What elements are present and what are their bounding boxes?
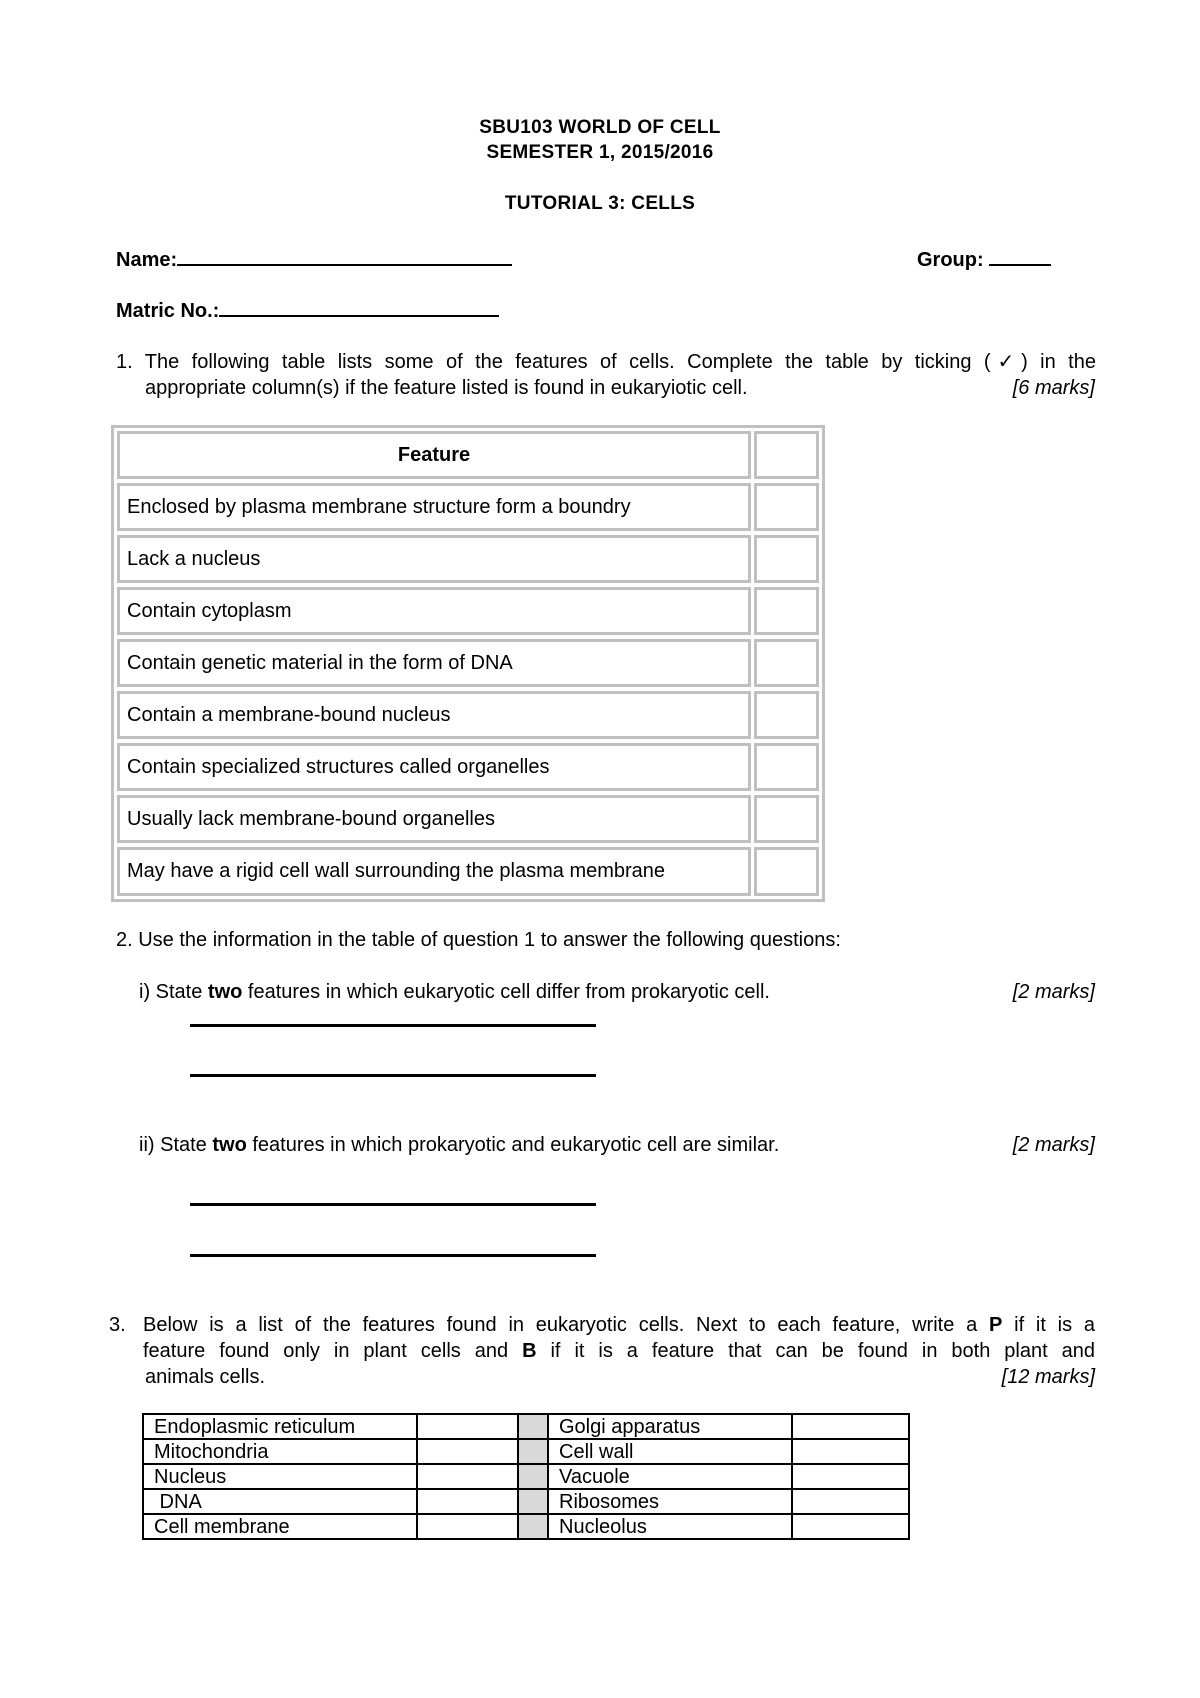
name-label: Name: xyxy=(116,249,178,271)
q2-intro: 2. Use the information in the table of question 1 to answer the following questions: xyxy=(116,929,841,951)
feature-text: Contain specialized structures called organelles xyxy=(127,755,550,778)
table-row xyxy=(117,847,751,896)
answer-cell[interactable] xyxy=(792,1489,909,1514)
q2-ii-marks: [2 marks] xyxy=(1012,1134,1095,1156)
plant-animal-table xyxy=(142,1413,910,1540)
organelle-cell: Cell membrane xyxy=(143,1514,417,1539)
organelle-cell: Endoplasmic reticulum xyxy=(143,1414,417,1439)
answer-cell[interactable] xyxy=(417,1414,518,1439)
tick-cell[interactable] xyxy=(754,847,819,896)
feature-text: Contain genetic material in the form of DNA xyxy=(127,651,513,674)
semester-line: SEMESTER 1, 2015/2016 xyxy=(486,142,714,163)
course-title: SBU103 WORLD OF CELL xyxy=(479,117,721,138)
organelle-cell: Nucleolus xyxy=(548,1514,792,1539)
q3-line1 xyxy=(143,1312,1095,1338)
answer-cell[interactable] xyxy=(417,1489,518,1514)
tick-cell[interactable] xyxy=(754,691,819,739)
divider-cell xyxy=(518,1514,548,1539)
divider-cell xyxy=(518,1439,548,1464)
q2-ii-suffix: features in which prokaryotic and eukaryotic cell are similar. xyxy=(246,1134,780,1156)
name-field[interactable] xyxy=(116,246,512,272)
table-row xyxy=(117,483,751,531)
tick-cell[interactable] xyxy=(754,743,819,791)
answer-line[interactable] xyxy=(190,1203,596,1206)
tick-cell[interactable] xyxy=(754,795,819,843)
name-blank[interactable] xyxy=(177,246,512,266)
q3-line1-a: Below is a list of the features found in eukaryotic cells. Next to each feature, write a xyxy=(143,1314,990,1336)
answer-cell[interactable] xyxy=(792,1439,909,1464)
q3-marks: [12 marks] xyxy=(1001,1366,1095,1388)
feature-text: Contain cytoplasm xyxy=(127,599,292,622)
group-label: Group: xyxy=(917,249,984,271)
q3-line2-c: if it is a feature that can be found in both plant and xyxy=(536,1340,1095,1362)
q1-line1: 1. The following table lists some of the features of cells. Complete the table by ticking (✓) in the xyxy=(116,351,1096,373)
organelle-cell: Nucleus xyxy=(143,1464,417,1489)
q2-i-row xyxy=(139,979,1095,1005)
feature-text: Enclosed by plasma membrane structure form a boundry xyxy=(127,495,631,518)
tick-cell[interactable] xyxy=(754,587,819,635)
matric-label: Matric No.: xyxy=(116,300,220,322)
table-row xyxy=(143,1514,909,1539)
tick-cell[interactable] xyxy=(754,639,819,687)
table-row xyxy=(117,535,751,583)
organelle-cell: Mitochondria xyxy=(143,1439,417,1464)
divider-cell xyxy=(518,1414,548,1439)
table-row xyxy=(117,743,751,791)
organelle-cell: Golgi apparatus xyxy=(548,1414,792,1439)
q2-i-suffix: features in which eukaryotic cell differ from prokaryotic cell. xyxy=(242,981,770,1003)
table-row xyxy=(143,1489,909,1514)
answer-cell[interactable] xyxy=(417,1464,518,1489)
answer-cell[interactable] xyxy=(792,1414,909,1439)
q3-line2 xyxy=(143,1338,1095,1364)
organelle-cell: DNA xyxy=(143,1489,417,1514)
group-blank[interactable] xyxy=(989,246,1051,266)
table-row xyxy=(117,639,751,687)
answer-line[interactable] xyxy=(190,1254,596,1257)
q3-line3-row xyxy=(145,1364,1095,1390)
feature-text: May have a rigid cell wall surrounding the plasma membrane xyxy=(127,860,666,882)
tutorial-title: TUTORIAL 3: CELLS xyxy=(504,193,696,214)
q3-line2-b: B xyxy=(522,1340,537,1362)
q2-ii-prefix: ii) State xyxy=(139,1134,213,1156)
q1-line2-row xyxy=(145,375,1095,401)
q2-i-bold: two xyxy=(207,981,243,1003)
organelle-cell: Ribosomes xyxy=(548,1489,792,1514)
q1-marks: [6 marks] xyxy=(1012,377,1095,399)
feature-text: Usually lack membrane-bound organelles xyxy=(127,807,495,830)
table-row xyxy=(143,1464,909,1489)
tick-cell[interactable] xyxy=(754,483,819,531)
answer-cell[interactable] xyxy=(792,1464,909,1489)
matric-blank[interactable] xyxy=(219,297,499,317)
q3-number: 3. xyxy=(109,1314,126,1336)
q2-i-marks: [2 marks] xyxy=(1012,981,1095,1003)
answer-cell[interactable] xyxy=(417,1514,518,1539)
q3-line3: animals cells. xyxy=(145,1366,266,1388)
table-row xyxy=(117,587,751,635)
table-row xyxy=(117,691,751,739)
feature-text: Contain a membrane-bound nucleus xyxy=(127,703,451,726)
q3-line2-a: feature found only in plant cells and xyxy=(143,1340,523,1362)
q3-line1-p: P xyxy=(989,1314,1003,1336)
table-row xyxy=(117,795,751,843)
divider-cell xyxy=(518,1489,548,1514)
divider-cell xyxy=(518,1464,548,1489)
answer-cell[interactable] xyxy=(792,1514,909,1539)
answer-cell[interactable] xyxy=(417,1439,518,1464)
q2-ii-bold: two xyxy=(212,1134,247,1156)
organelle-cell: Vacuole xyxy=(548,1464,792,1489)
feature-header: Feature xyxy=(397,443,471,466)
answer-line[interactable] xyxy=(190,1024,596,1027)
feature-header-cell xyxy=(117,431,751,479)
answer-line[interactable] xyxy=(190,1074,596,1077)
q1-line2: appropriate column(s) if the feature listed is found in eukaryiotic cell. xyxy=(145,377,748,399)
q3-line1-b: if it is a xyxy=(1002,1314,1096,1336)
table-row xyxy=(143,1414,909,1439)
matric-field[interactable] xyxy=(116,297,499,323)
tick-cell[interactable] xyxy=(754,535,819,583)
table-row xyxy=(143,1439,909,1464)
feature-table xyxy=(111,425,825,902)
organelle-cell: Cell wall xyxy=(548,1439,792,1464)
q2-ii-row xyxy=(139,1132,1095,1158)
feature-text: Lack a nucleus xyxy=(127,547,261,570)
tick-header-cell xyxy=(754,431,819,479)
group-field[interactable] xyxy=(917,246,1051,272)
q2-i-prefix: i) State xyxy=(139,981,208,1003)
